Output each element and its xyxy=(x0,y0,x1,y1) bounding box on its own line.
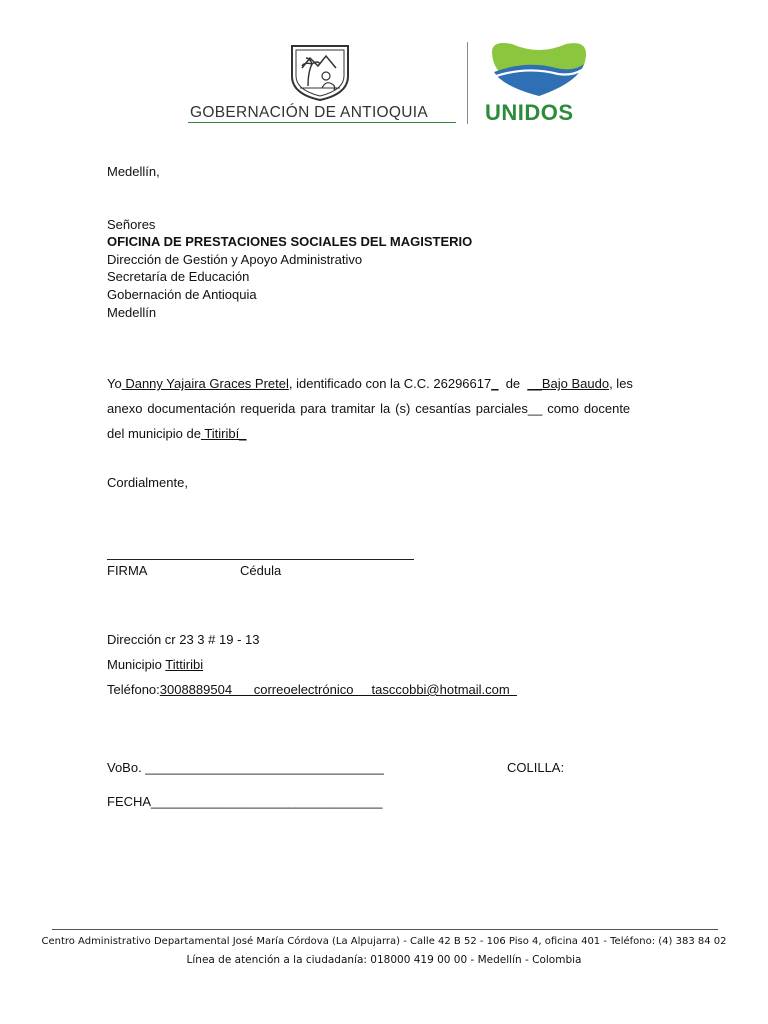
address-line: Medellín xyxy=(107,305,157,320)
gov-name-underline xyxy=(188,122,456,123)
letterhead xyxy=(180,38,610,128)
coat-of-arms-icon xyxy=(288,42,352,102)
contact-municipio: Municipio Tittiribi xyxy=(107,657,204,672)
place-date: Medellín, xyxy=(107,164,160,179)
address-line: Dirección de Gestión y Apoyo Administrativo xyxy=(107,252,363,267)
contact-phone: Teléfono:3008889504 correoelectrónico tasccobbi@hotmail.com xyxy=(107,682,517,697)
colilla-label: COLILLA: xyxy=(507,760,565,775)
footer-contact: Línea de atención a la ciudadanía: 018000 419 00 00 - Medellín - Colombia xyxy=(186,954,582,966)
cedula-label: Cédula xyxy=(240,563,282,578)
footer-address: Centro Administrativo Departamental José María Córdova (La Alpujarra) - Calle 42 B 52 - 106 Piso 4, oficina 401 - Teléfono: (4) 383 84 02 xyxy=(41,936,727,947)
firma-label: FIRMA xyxy=(107,563,148,578)
header-divider xyxy=(467,42,468,124)
body-paragraph xyxy=(107,371,662,446)
body-line-3: del municipio de Titiribí_ xyxy=(107,426,247,441)
contact-address: Dirección cr 23 3 # 19 - 13 xyxy=(107,632,260,647)
municipality: Titiribí_ xyxy=(200,426,247,441)
address-line: Gobernación de Antioquia xyxy=(107,287,257,302)
signature-line xyxy=(107,559,414,560)
address-line: Secretaría de Educación xyxy=(107,269,250,284)
office-name: OFICINA DE PRESTACIONES SOCIALES DEL MAGISTERIO xyxy=(107,234,473,249)
body-line-2: anexo documentación requerida para tramitar la (s) cesantías parciales__ como docente xyxy=(107,401,631,416)
fecha-line: FECHA________________________________ xyxy=(107,794,383,809)
salutation: Señores xyxy=(107,217,156,232)
unidos-logo-icon xyxy=(486,38,592,98)
vobo-line: VoBo. _________________________________ xyxy=(107,760,384,775)
applicant-name: Danny Yajaira Graces Pretel xyxy=(121,376,289,391)
slogan: UNIDOS xyxy=(485,100,574,125)
body-line-1: Yo Danny Yajaira Graces Pretel, identificado con la C.C. 26296617_ de __Bajo Baudo, les xyxy=(107,376,633,391)
birth-place: __Bajo Baudo xyxy=(527,376,610,391)
footer-rule xyxy=(52,929,718,930)
closing: Cordialmente, xyxy=(107,475,188,490)
gov-name: GOBERNACIÓN DE ANTIOQUIA xyxy=(190,104,429,121)
